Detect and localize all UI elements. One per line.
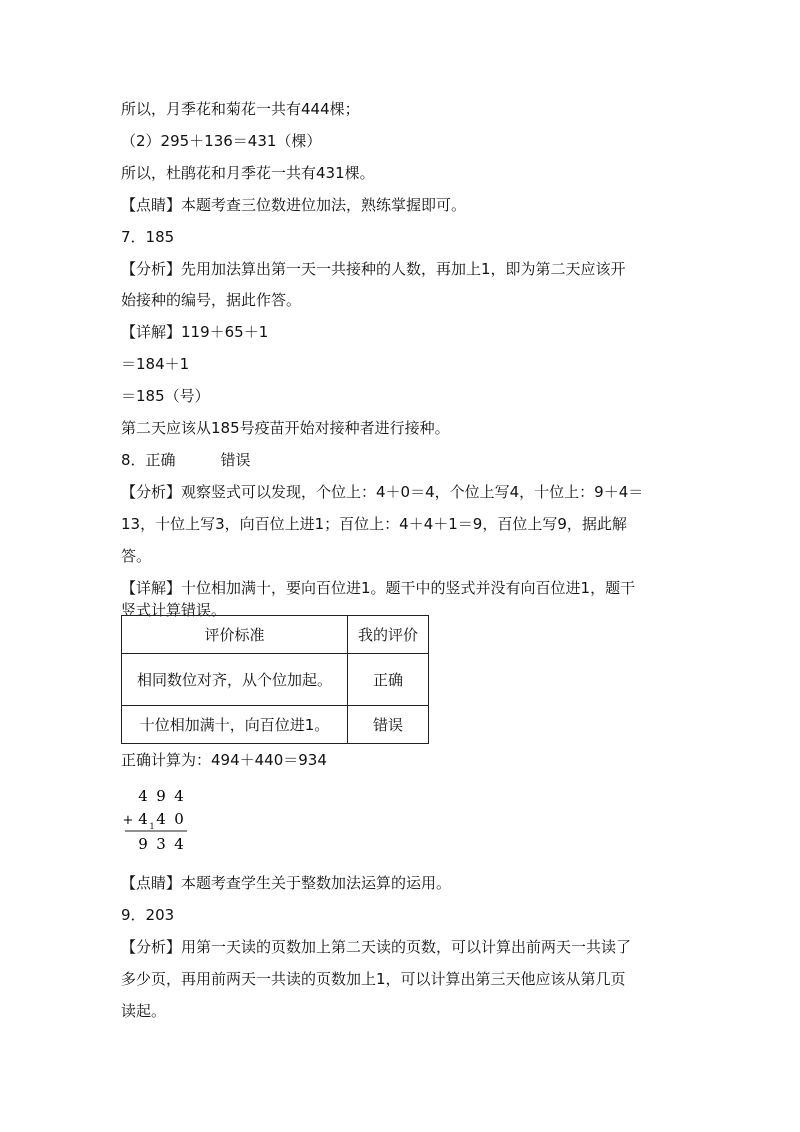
table-cell: 正确	[348, 654, 429, 706]
text-line: 【点睛】本题考查三位数进位加法，熟练掌握即可。	[121, 196, 467, 214]
table-cell	[122, 654, 348, 706]
table-cell: 错误	[348, 706, 429, 744]
text-line: 【分析】先用加法算出第一天一共接种的人数，再加上1，即为第二天应该开	[121, 260, 626, 278]
digit: 4	[138, 810, 148, 828]
table-row	[122, 654, 429, 706]
text-line: 竖式计算错误。	[121, 601, 227, 619]
text-line: 答。	[121, 547, 152, 565]
text-line: 正确计算为：494＋440＝934	[121, 751, 327, 769]
table-header-row	[122, 616, 429, 654]
plus-sign: +	[122, 813, 134, 828]
text-line: 多少页，再用前两天一共读的页数加上1，可以计算出第三天他应该从第几页	[121, 970, 626, 988]
text-line: 【点睛】本题考查学生关于整数加法运算的运用。	[121, 874, 452, 892]
text-line: ＝185（号）	[121, 387, 210, 405]
text-line: 第二天应该从185号疫苗开始对接种者进行接种。	[121, 419, 450, 437]
criterion-text: 相同数位对齐，从个位加起。	[136, 670, 332, 689]
digit: 9	[138, 835, 148, 853]
digit: 4	[138, 787, 148, 805]
question-number-8: 8．正确 错误	[121, 451, 251, 469]
evaluation-table	[121, 615, 429, 744]
text-line: （2）295＋136＝431（棵）	[121, 132, 322, 150]
digit: 4	[174, 835, 184, 853]
text-line: 所以，杜鹃花和月季花一共有431棵。	[121, 164, 375, 182]
text-line: 13，十位上写3，向百位上进1；百位上：4＋4＋1＝9，百位上写9，据此解	[121, 515, 627, 533]
digit: 0	[174, 810, 184, 828]
question-number-7: 7．185	[121, 228, 175, 246]
digit: 4	[156, 810, 166, 828]
table-header-cell: 我的评价	[348, 616, 429, 654]
vertical-addition	[121, 786, 201, 856]
text-line: 【详解】十位相加满十，要向百位进1。题干中的竖式并没有向百位进1，题干	[121, 579, 636, 597]
digit: 3	[156, 835, 166, 853]
table-cell: 十位相加满十，向百位进1。	[122, 706, 348, 744]
text-line: 所以，月季花和菊花一共有444棵；	[121, 100, 360, 118]
carry-digit: 1	[149, 822, 155, 831]
text-line: 始接种的编号，据此作答。	[121, 291, 302, 309]
question-number-9: 9．203	[121, 906, 175, 924]
text-line: 【详解】119＋65＋1	[121, 323, 269, 341]
text-line: 【分析】用第一天读的页数加上第二天读的页数，可以计算出前两天一共读了	[121, 938, 632, 956]
digit: 4	[174, 787, 184, 805]
table-header-cell: 评价标准	[122, 616, 348, 654]
text-line: 读起。	[121, 1002, 167, 1020]
table-row	[122, 706, 429, 744]
text-line: ＝184＋1	[121, 355, 190, 373]
text-line: 【分析】观察竖式可以发现，个位上：4＋0＝4，个位上写4，十位上：9＋4＝	[121, 483, 644, 501]
digit: 9	[156, 787, 166, 805]
